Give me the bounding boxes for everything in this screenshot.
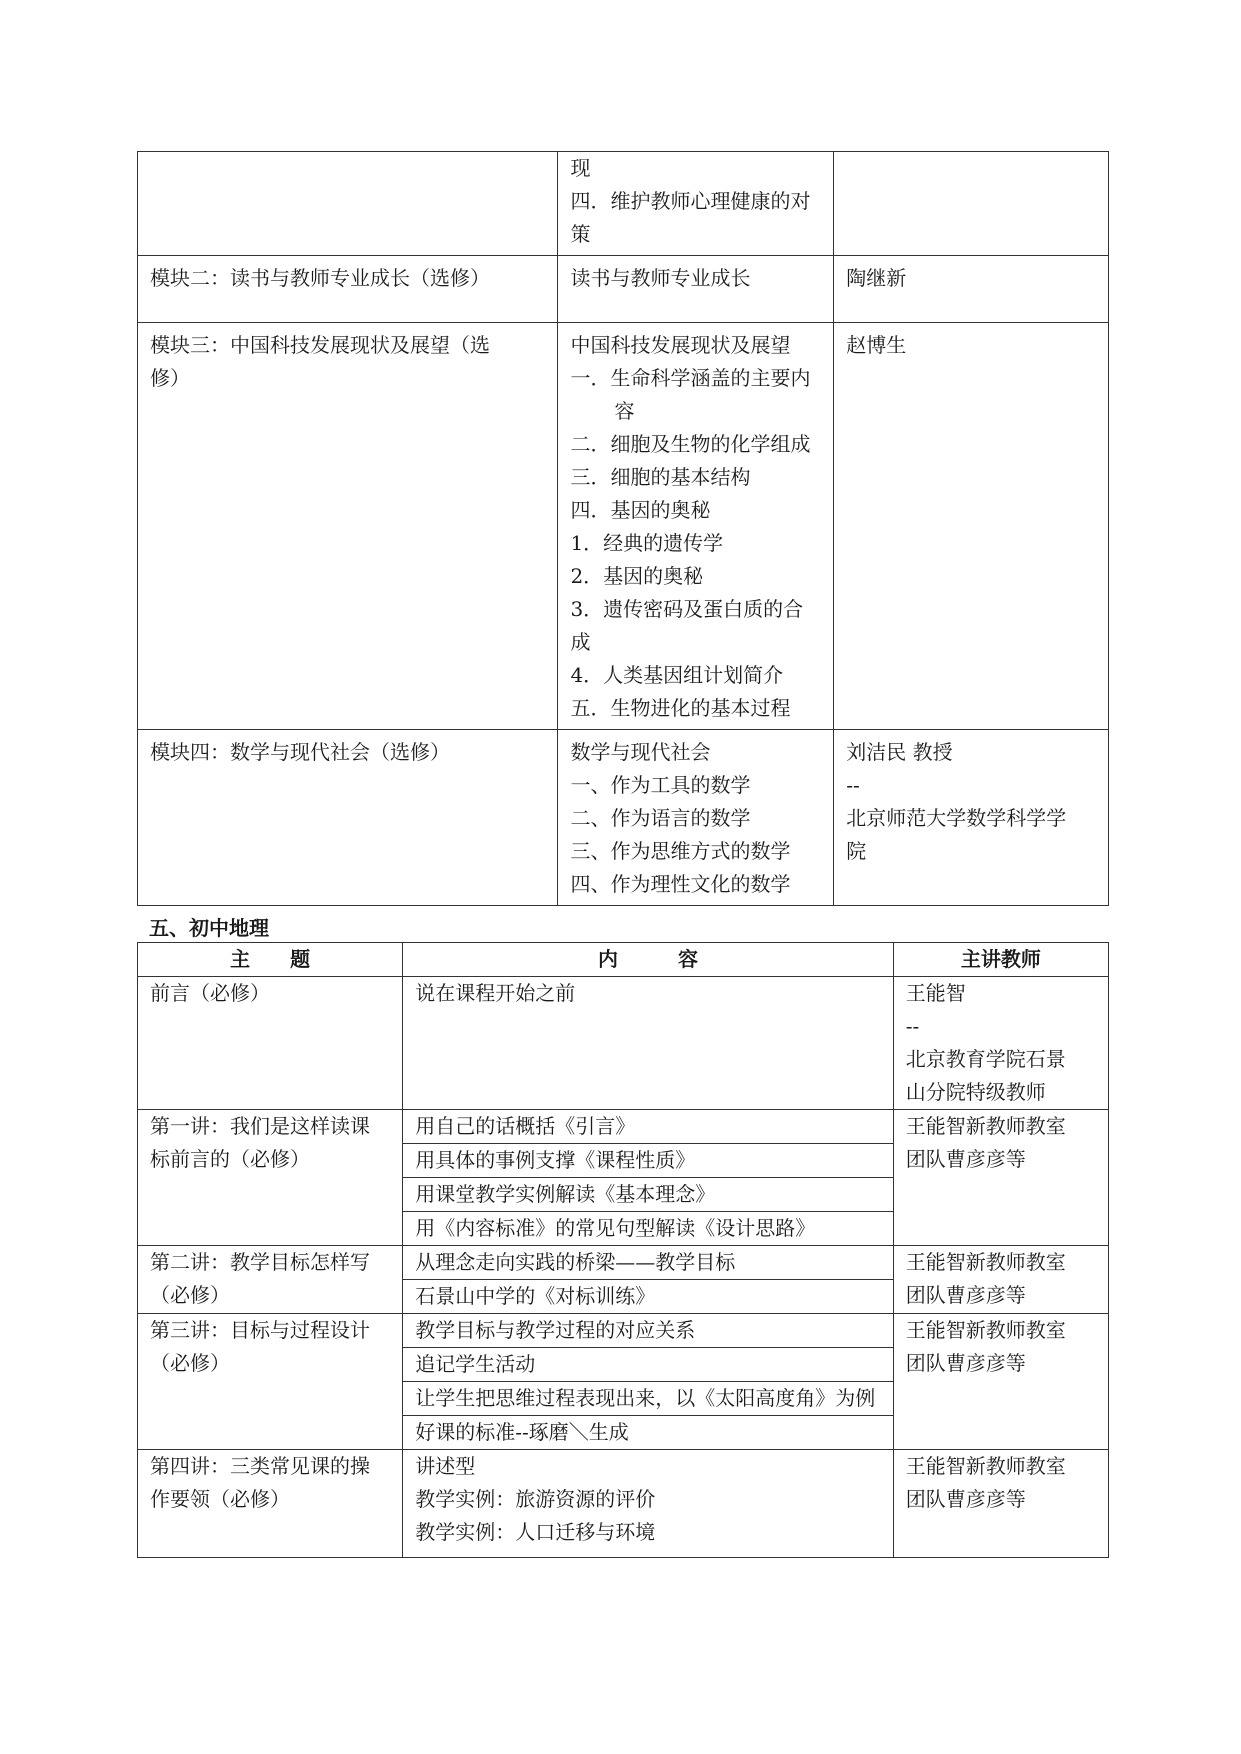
content-line: 数学与现代社会 — [570, 740, 711, 764]
content-line: 二．细胞及生物的化学组成 — [570, 432, 811, 456]
teacher-line: 山分院特级教师 — [905, 1080, 1046, 1104]
topic-cell — [138, 730, 558, 906]
table-row — [138, 1314, 1109, 1450]
geography-table — [137, 942, 1109, 1558]
topic-line: 模块四：数学与现代社会（选修） — [150, 740, 450, 764]
content-subrow: 用课堂教学实例解读《基本理念》 — [403, 1178, 893, 1212]
teacher-cell — [893, 1110, 1108, 1246]
content-line: 四、作为理性文化的数学 — [570, 872, 791, 896]
topic-cell — [138, 323, 558, 730]
content-line: 讲述型 — [415, 1454, 476, 1478]
teacher-line: -- — [905, 1014, 920, 1038]
teacher-line: 北京教育学院石景 — [905, 1047, 1066, 1071]
teacher-cell — [834, 256, 1109, 323]
topic-line: 模块三：中国科技发展现状及展望（选 — [150, 333, 490, 357]
topic-cell — [138, 256, 558, 323]
content-subrow: 让学生把思维过程表现出来，以《太阳高度角》为例 — [403, 1382, 893, 1416]
teacher-line: 王能智新教师教室 — [905, 1454, 1066, 1478]
topic-cell — [138, 1450, 403, 1558]
teacher-line: -- — [846, 773, 860, 797]
content-cell — [558, 256, 834, 323]
content-cell — [403, 977, 894, 1110]
topic-line: 第三讲：目标与过程设计 — [150, 1318, 370, 1342]
topic-line: 标前言的（必修） — [150, 1147, 310, 1171]
header-topic: 主 题 — [138, 943, 403, 977]
teacher-cell — [834, 152, 1109, 256]
table-row — [138, 256, 1109, 323]
content-line: 三．细胞的基本结构 — [570, 465, 751, 489]
content-cell — [558, 152, 834, 256]
teacher-line: 赵博生 — [846, 333, 907, 357]
teacher-cell — [834, 730, 1109, 906]
content-line: 成 — [570, 630, 591, 654]
teacher-line: 王能智新教师教室 — [905, 1114, 1066, 1138]
topic-line: （必修） — [150, 1351, 230, 1375]
header-row — [138, 943, 1109, 977]
content-subrow: 好课的标准--琢磨＼生成 — [415, 1420, 629, 1444]
topic-cell — [138, 977, 403, 1110]
teacher-line: 院 — [846, 839, 867, 863]
topic-line: （必修） — [150, 1283, 230, 1307]
table-row — [138, 1110, 1109, 1246]
table-row — [138, 730, 1109, 906]
teacher-line: 团队曹彦彦等 — [905, 1351, 1026, 1375]
content-cell — [403, 1246, 894, 1314]
content-line: 教学实例：人口迁移与环境 — [415, 1520, 656, 1544]
topic-line: 作要领（必修） — [150, 1487, 290, 1511]
content-line: 说在课程开始之前 — [415, 981, 576, 1005]
topic-line: 第四讲：三类常见课的操 — [150, 1454, 370, 1478]
teacher-cell — [893, 977, 1108, 1110]
content-line: 1．经典的遗传学 — [570, 531, 724, 555]
topic-line: 第二讲：教学目标怎样写 — [150, 1250, 370, 1274]
content-line: 3．遗传密码及蛋白质的合 — [570, 597, 804, 621]
teacher-cell — [834, 323, 1109, 730]
topic-cell — [138, 1110, 403, 1246]
topic-line: 模块二：读书与教师专业成长（选修） — [150, 266, 490, 290]
content-line: 2．基因的奥秘 — [570, 564, 704, 588]
table-row — [138, 323, 1109, 730]
content-subrow: 从理念走向实践的桥梁——教学目标 — [403, 1246, 893, 1280]
content-line: 容 — [614, 399, 635, 423]
content-line: 4．人类基因组计划简介 — [570, 663, 784, 687]
content-cell — [558, 323, 834, 730]
content-line: 四．维护教师心理健康的对 — [570, 189, 811, 213]
table-row — [138, 1450, 1109, 1558]
content-subrow: 用具体的事例支撑《课程性质》 — [403, 1144, 893, 1178]
topic-line: 前言（必修） — [150, 981, 270, 1005]
content-subrow: 追记学生活动 — [403, 1348, 893, 1382]
modules-table — [137, 151, 1109, 906]
teacher-line: 王能智新教师教室 — [905, 1250, 1066, 1274]
teacher-cell — [893, 1450, 1108, 1558]
content-line: 一、作为工具的数学 — [570, 773, 751, 797]
content-cell — [403, 1110, 894, 1246]
teacher-line: 团队曹彦彦等 — [905, 1283, 1026, 1307]
teacher-line: 陶继新 — [846, 266, 907, 290]
teacher-line: 王能智 — [905, 981, 966, 1005]
content-line: 五．生物进化的基本过程 — [570, 696, 791, 720]
table-row — [138, 1246, 1109, 1314]
table-row — [138, 977, 1109, 1110]
content-line: 三、作为思维方式的数学 — [570, 839, 791, 863]
section-title: 五、初中地理 — [149, 916, 269, 940]
topic-line: 修） — [150, 366, 190, 390]
topic-cell — [138, 152, 558, 256]
content-cell — [403, 1450, 894, 1558]
teacher-line: 团队曹彦彦等 — [905, 1487, 1026, 1511]
topic-cell — [138, 1246, 403, 1314]
content-line: 四．基因的奥秘 — [570, 498, 711, 522]
content-line: 现 — [570, 156, 591, 180]
topic-cell — [138, 1314, 403, 1450]
content-line: 中国科技发展现状及展望 — [570, 333, 791, 357]
topic-line: 第一讲：我们是这样读课 — [150, 1114, 370, 1138]
content-subrow: 石景山中学的《对标训练》 — [415, 1284, 656, 1308]
content-cell — [403, 1314, 894, 1450]
content-line: 一．生命科学涵盖的主要内 — [570, 366, 811, 390]
content-subrow: 用《内容标准》的常见句型解读《设计思路》 — [415, 1216, 816, 1240]
header-content: 内 容 — [403, 943, 894, 977]
content-line: 教学实例：旅游资源的评价 — [415, 1487, 656, 1511]
content-line: 策 — [570, 222, 591, 246]
content-line: 二、作为语言的数学 — [570, 806, 751, 830]
content-subrow: 教学目标与教学过程的对应关系 — [403, 1314, 893, 1348]
teacher-cell — [893, 1246, 1108, 1314]
teacher-cell — [893, 1314, 1108, 1450]
content-subrow: 用自己的话概括《引言》 — [403, 1110, 893, 1144]
table-row — [138, 152, 1109, 256]
header-teacher: 主讲教师 — [893, 943, 1108, 977]
teacher-line: 团队曹彦彦等 — [905, 1147, 1026, 1171]
content-cell — [558, 730, 834, 906]
content-line: 读书与教师专业成长 — [570, 266, 751, 290]
teacher-line: 刘洁民 教授 — [846, 740, 953, 764]
teacher-line: 北京师范大学数学科学学 — [846, 806, 1067, 830]
teacher-line: 王能智新教师教室 — [905, 1318, 1066, 1342]
